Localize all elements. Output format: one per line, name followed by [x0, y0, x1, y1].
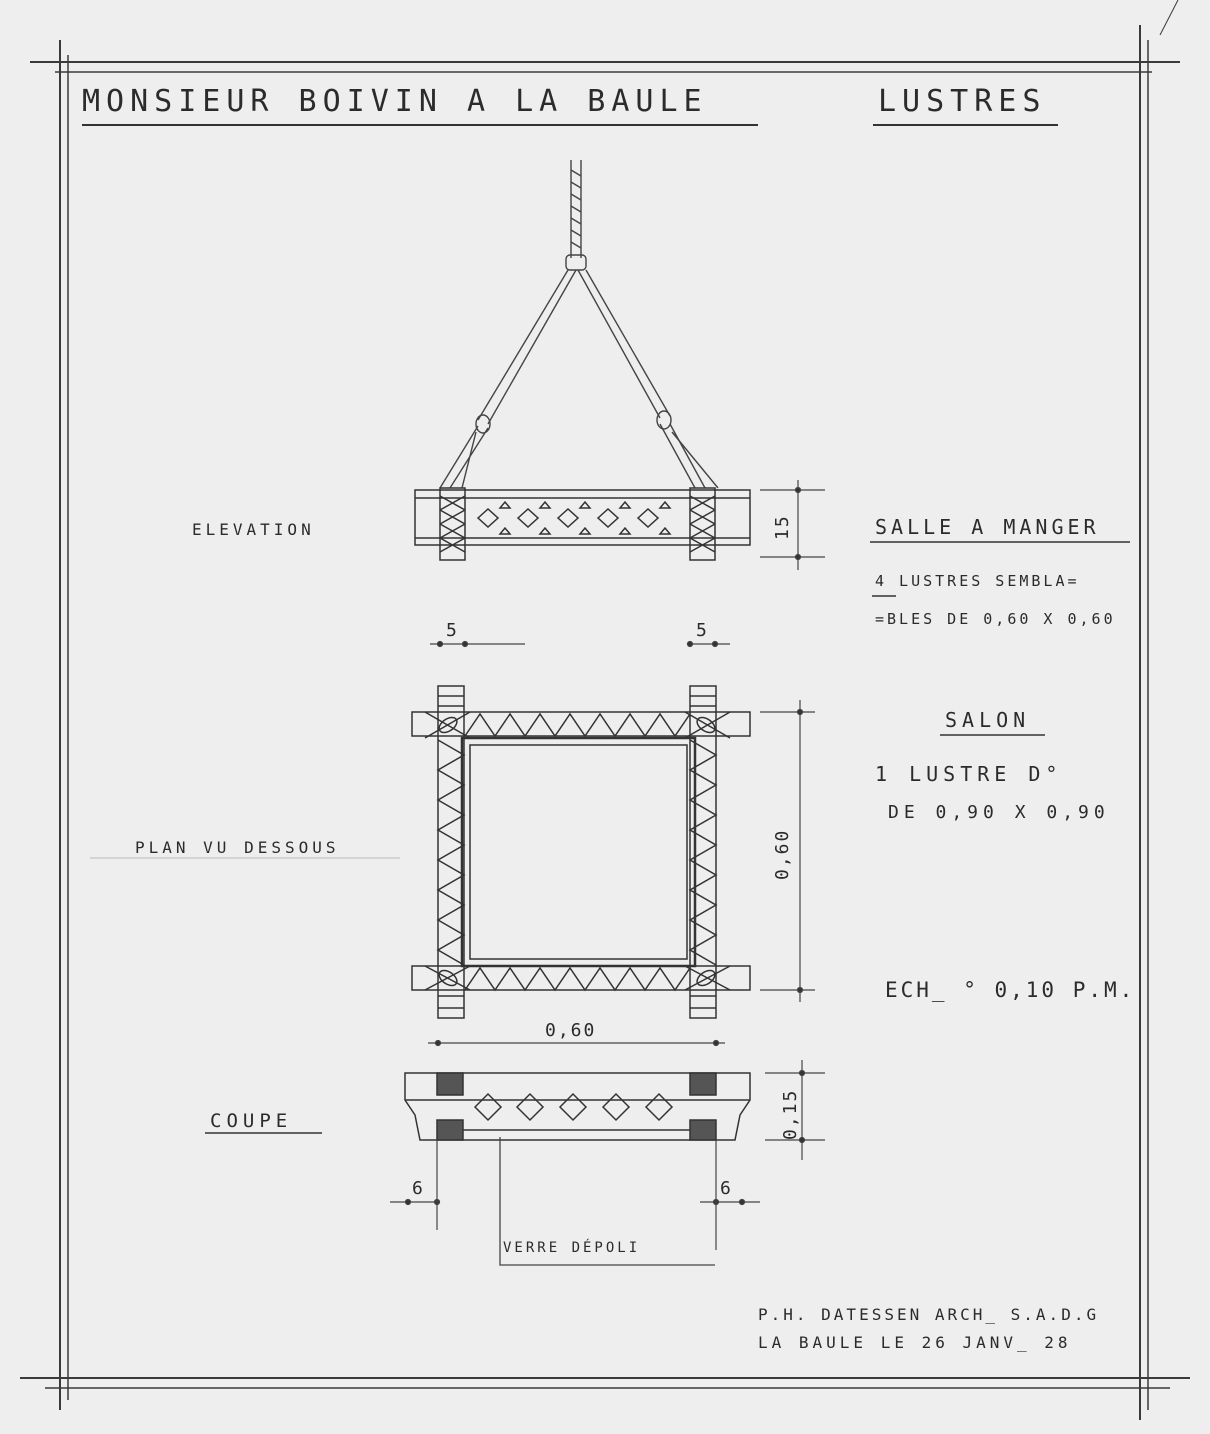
elevation-view [415, 488, 750, 560]
side-dimension-lines [430, 642, 730, 647]
drawing-subject: LUSTRES [878, 84, 1047, 119]
glass-callout: VERRE DÉPOLI [503, 1240, 641, 1256]
plan-dimension-lines [428, 700, 815, 1046]
rope-icon [440, 160, 718, 488]
section-right-dim: 6 [720, 1178, 733, 1199]
side-left-dim: 5 [446, 620, 459, 641]
room2-line2: DE 0,90 X 0,90 [888, 802, 1110, 823]
room2-heading: SALON [945, 708, 1031, 732]
side-right-dim: 5 [696, 620, 709, 641]
section-left-dim: 6 [412, 1178, 425, 1199]
elevation-label: ELEVATION [192, 520, 315, 539]
elevation-height-dim: 15 [772, 514, 793, 540]
signature-line1: P.H. DATESSEN ARCH_ S.A.D.G [758, 1305, 1100, 1324]
room1-heading: SALLE A MANGER [875, 515, 1100, 539]
signature-line2: LA BAULE LE 26 JANV_ 28 [758, 1333, 1072, 1352]
plan-label: PLAN VU DESSOUS [135, 838, 340, 857]
plan-width-dim: 0,60 [545, 1020, 597, 1041]
project-title: MONSIEUR BOIVIN A LA BAULE [82, 84, 708, 119]
section-height-dim: 0,15 [780, 1088, 801, 1140]
plan-view [412, 686, 750, 1018]
section-view [405, 1073, 750, 1140]
scale-note: ECH_ ° 0,10 P.M. [885, 978, 1136, 1002]
section-label: COUPE [210, 1110, 293, 1132]
room2-line1: 1 LUSTRE D° [875, 762, 1063, 786]
plan-height-dim: 0,60 [772, 828, 793, 880]
room1-line1: 4 LUSTRES SEMBLA= [875, 572, 1080, 590]
room1-line2: =BLES DE 0,60 X 0,60 [875, 610, 1116, 628]
